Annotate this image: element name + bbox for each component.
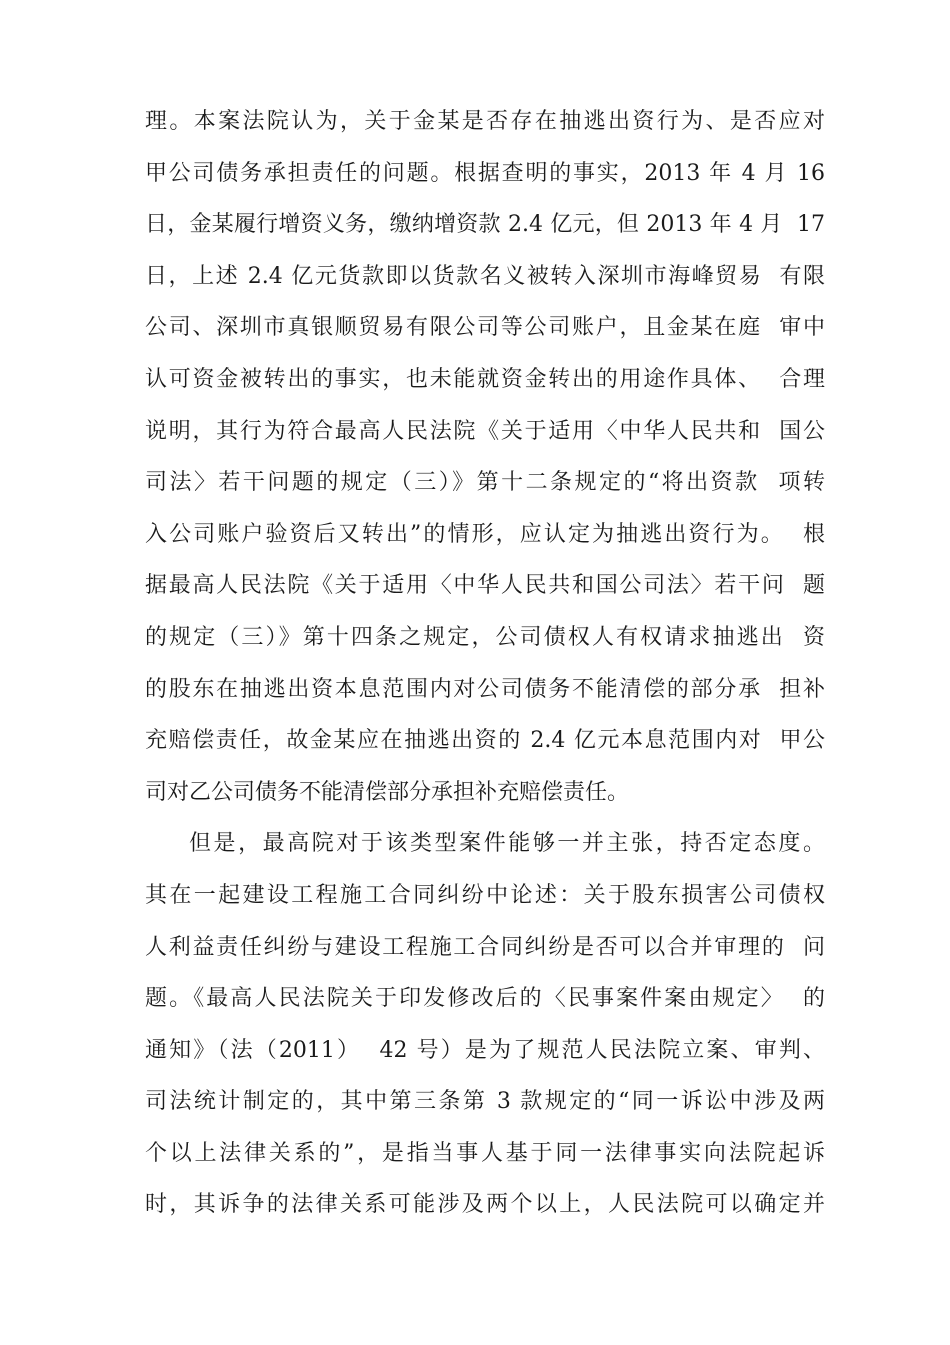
text-line: 司法〉若干问题的规定（三）》第十二条规定的“将出资款 项转 [145, 470, 825, 496]
paragraph-1 [145, 96, 825, 818]
text-line: 据最高人民法院《关于适用〈中华人民共和国公司法〉若干问 题 [145, 573, 825, 599]
text-line: 但是，最高院对于该类型案件能够一并主张，持否定态度。 [189, 831, 825, 857]
text-line: 人利益责任纠纷与建设工程施工合同纠纷是否可以合并审理的 问 [145, 934, 825, 960]
text-line: 甲公司债务承担责任的问题。根据查明的事实，2013 年 4 月 16 [145, 160, 825, 186]
body-text [145, 96, 825, 1231]
text-line: 公司、深圳市真银顺贸易有限公司等公司账户，且金某在庭 审中 [145, 315, 825, 341]
text-line: 说明，其行为符合最高人民法院《关于适用〈中华人民共和 国公 [145, 418, 825, 444]
text-line: 充赔偿责任，故金某应在抽逃出资的 2.4 亿元本息范围内对 甲公 [145, 728, 825, 754]
paragraph-2 [145, 818, 825, 1231]
text-line: 司对乙公司债务不能清偿部分承担补充赔偿责任。 [145, 779, 630, 805]
text-line: 司法统计制定的，其中第三条第 3 款规定的“同一诉讼中涉及两 [145, 1089, 825, 1115]
text-line: 个以上法律关系的”，是指当事人基于同一法律事实向法院起诉 [145, 1140, 825, 1166]
text-line: 其在一起建设工程施工合同纠纷中论述：关于股东损害公司债权 [145, 882, 825, 908]
text-line: 理。本案法院认为，关于金某是否存在抽逃出资行为、是否应对 [145, 109, 825, 134]
text-line: 认可资金被转出的事实，也未能就资金转出的用途作具体、 合理 [145, 366, 825, 392]
text-line: 日，金某履行增资义务，缴纳增资款 2.4 亿元，但 2013 年 4 月 17 [145, 212, 825, 238]
text-line: 的股东在抽逃出资本息范围内对公司债务不能清偿的部分承 担补 [145, 676, 825, 702]
text-line: 的规定（三）》第十四条之规定，公司债权人有权请求抽逃出 资 [145, 624, 825, 650]
text-line: 时，其诉争的法律关系可能涉及两个以上，人民法院可以确定并 [145, 1192, 825, 1218]
text-line: 通知》（法（2011） 42 号）是为了规范人民法院立案、审判、 [145, 1037, 825, 1063]
text-line: 题。《最高人民法院关于印发修改后的〈民事案件案由规定〉 的 [145, 986, 825, 1012]
text-line: 日，上述 2.4 亿元货款即以货款名义被转入深圳市海峰贸易 有限 [145, 263, 825, 289]
text-line: 入公司账户验资后又转出”的情形，应认定为抽逃出资行为。 根 [145, 521, 825, 547]
